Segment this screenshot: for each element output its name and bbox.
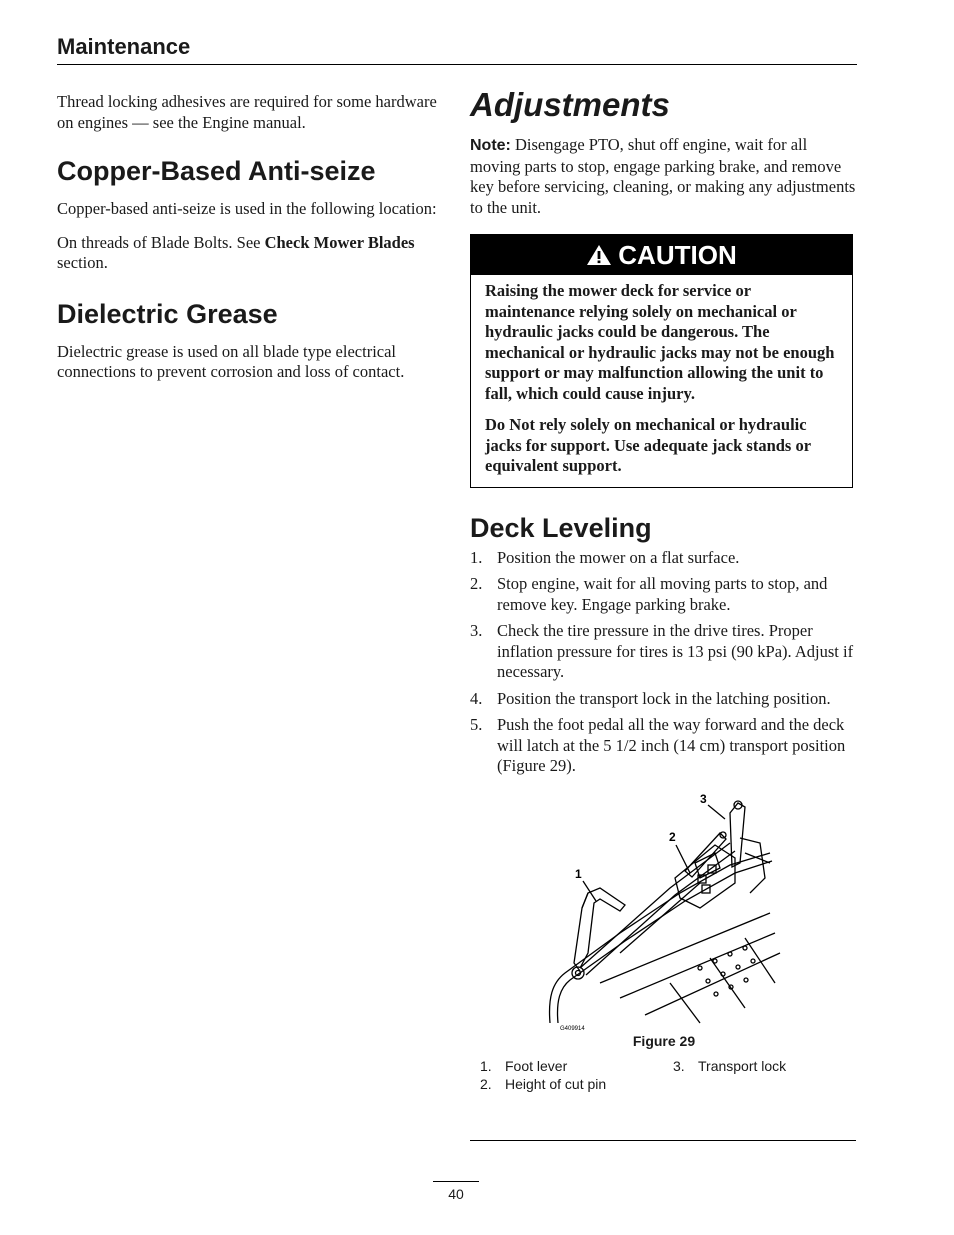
step-text: Stop engine, wait for all moving parts to stop, and remove key. Engage parking brake. [497,574,828,614]
copper-heading: Copper-Based Anti-seize [57,156,376,186]
figure-29-illustration [470,783,858,1033]
section-header: Maintenance [57,34,191,59]
copper-p2-post: section. [57,253,108,272]
caution-body [471,275,852,487]
note-text: Disengage PTO, shut off engine, wait for all moving parts to stop, engage parking brake, and remove key before servicing, cleaning, or making any adjustments to the unit. [470,135,856,217]
step-item [470,689,858,710]
page-number: 40 [448,1186,464,1202]
right-column [470,84,858,1093]
dielectric-heading: Dielectric Grease [57,298,278,329]
note-label: Note: [470,137,511,154]
note-paragraph [470,135,858,218]
step-number: 3. [470,621,483,640]
deck-leveling-heading: Deck Leveling [470,512,652,543]
adjustments-title: Adjustments [470,86,670,123]
legend-item [480,1057,673,1075]
callout-1: 1 [575,866,582,881]
step-number: 5. [470,715,483,734]
deck-leveling-steps [470,548,858,777]
step-item [470,621,858,683]
page-number-rule [433,1181,479,1182]
legend-item [480,1075,673,1093]
warning-triangle-icon [586,244,612,266]
caution-paragraph-1: Raising the mower deck for service or maintenance relying solely on mechanical or hydraulic jacks could be dangerous. The mechanical or hydraulic jacks may not be enough support or may malfunction allowing the unit to fall, which could cause injury. [485,281,835,403]
caution-paragraph-2: Do Not rely solely on mechanical or hydraulic jacks for support. Use adequate jack stands or equivalent support. [485,415,811,475]
copper-paragraph-2 [57,233,447,274]
step-text: Check the tire pressure in the drive tires. Proper inflation pressure for tires is 13 psi (90 kPa). Adjust if necessary. [497,621,854,681]
copper-p2-pre: On threads of Blade Bolts. See [57,232,265,252]
left-column [57,92,447,396]
step-text: Position the transport lock in the latching position. [497,688,831,708]
step-text: Push the foot pedal all the way forward and the deck will latch at the 5 1/2 inch (14 cm) transport position (Figure 29). [497,715,846,775]
bottom-rule [470,1140,856,1141]
legend-item [673,1057,866,1075]
step-number: 4. [470,688,483,708]
mower-deck-drawing [470,783,858,1033]
header-rule [57,64,857,65]
step-number: 2. [470,574,483,593]
check-mower-blades-ref: Check Mower Blades [264,232,415,252]
legend-number: 2. [480,1075,492,1092]
step-item [470,574,858,615]
intro-paragraph: Thread locking adhesives are required for some hardware on engines — see the Engine manual. [57,92,437,132]
caution-box [470,234,853,488]
caution-label: CAUTION [618,239,737,270]
callout-3: 3 [700,791,707,806]
figure-legend [470,1057,858,1093]
figure-code: G409914 [560,1025,585,1032]
step-item [470,715,858,777]
step-number: 1. [470,547,483,567]
dielectric-paragraph: Dielectric grease is used on all blade type electrical connections to prevent corrosion and loss of contact. [57,341,405,381]
legend-text: Transport lock [698,1057,787,1074]
legend-number: 1. [480,1057,492,1074]
callout-2: 2 [669,829,676,844]
legend-text: Foot lever [505,1057,568,1074]
step-item [470,548,858,569]
step-text: Position the mower on a flat surface. [497,547,740,567]
legend-text: Height of cut pin [505,1075,607,1092]
legend-number: 3. [673,1057,685,1074]
caution-header [471,235,852,275]
copper-paragraph-1: Copper-based anti-seize is used in the following location: [57,199,437,218]
figure-caption: Figure 29 [632,1032,696,1049]
